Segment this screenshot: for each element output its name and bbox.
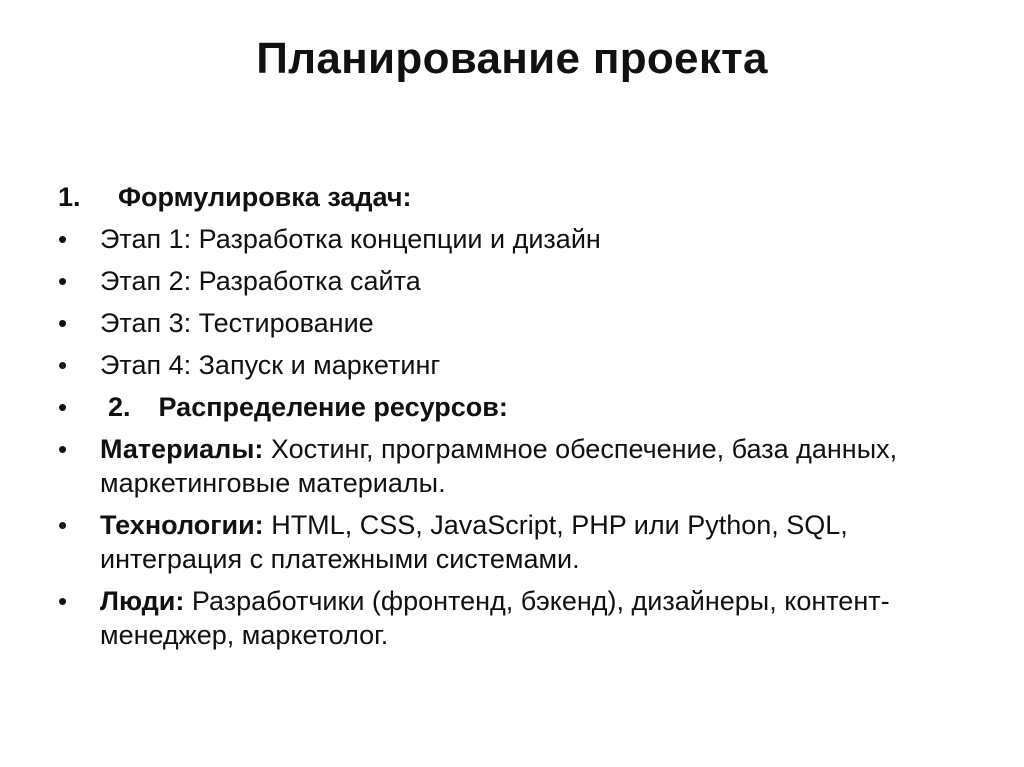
bullet-icon: • <box>58 392 68 422</box>
stage-text: Этап 4: Запуск и маркетинг <box>100 350 441 380</box>
stage-text: Этап 1: Разработка концепции и дизайн <box>100 224 601 254</box>
resource-label: Материалы: <box>100 434 264 464</box>
stage-item <box>58 348 958 382</box>
resource-text: HTML, CSS, JavaScript, PHP или Python, SQL, интеграция с платежными системами. <box>100 510 848 574</box>
bullet-icon: • <box>58 510 68 540</box>
section-1-heading <box>58 180 958 214</box>
bullet-icon: • <box>58 434 68 464</box>
stage-item <box>58 264 958 298</box>
resource-item <box>58 432 958 500</box>
resource-text: Разработчики (фронтенд, бэкенд), дизайнеры, контент-менеджер, маркетолог. <box>100 586 890 650</box>
stage-text: Этап 2: Разработка сайта <box>100 266 421 296</box>
section-1-number: 1. <box>58 182 81 212</box>
bullet-icon: • <box>58 586 68 616</box>
slide-title: Планирование проекта <box>256 34 768 83</box>
resource-item <box>58 508 958 576</box>
bullet-icon: • <box>58 308 68 338</box>
resource-text: Хостинг, программное обеспечение, база данных, маркетинговые материалы. <box>100 434 898 498</box>
bullet-icon: • <box>58 266 68 296</box>
resource-label: Люди: <box>100 586 185 616</box>
section-2-number: 2. <box>108 392 131 422</box>
section-2-title: Распределение ресурсов: <box>158 392 508 422</box>
bullet-icon: • <box>58 350 68 380</box>
resource-label: Технологии: <box>100 510 264 540</box>
bullet-icon: • <box>58 224 68 254</box>
section-2-heading <box>58 390 958 424</box>
stage-item <box>58 222 958 256</box>
section-1-title: Формулировка задач: <box>118 182 412 212</box>
stage-text: Этап 3: Тестирование <box>100 308 374 338</box>
stage-item <box>58 306 958 340</box>
resource-item <box>58 584 958 652</box>
slide-content <box>58 180 958 660</box>
